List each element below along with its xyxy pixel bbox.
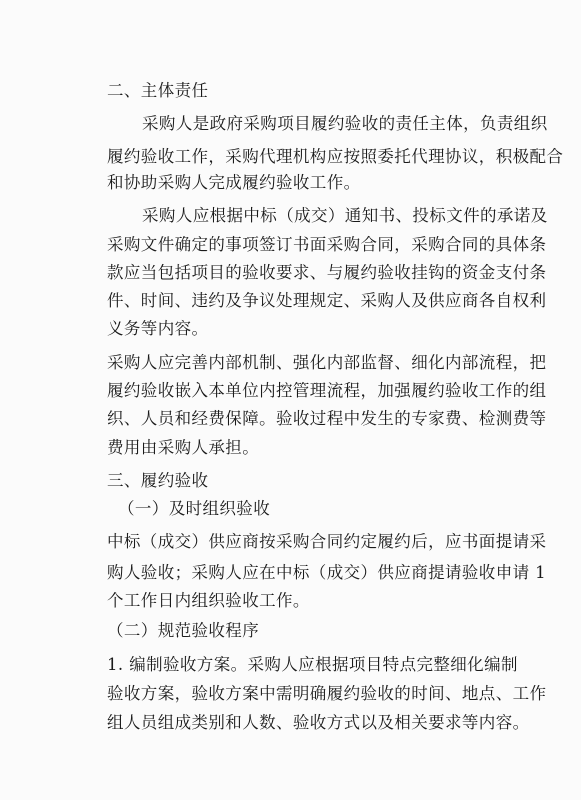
paragraph-line: 1. 编制验收方案。采购人应根据项目特点完整细化编制: [107, 655, 518, 674]
paragraph-line: 采购人应根据中标（成交）通知书、投标文件的承诺及: [142, 206, 548, 225]
paragraph-line: 和协助采购人完成履约验收工作。: [107, 173, 361, 192]
paragraph-line: 义务等内容。: [107, 319, 209, 338]
subsection-heading-timely: （一）及时组织验收: [118, 499, 271, 518]
paragraph-line: 验收方案，验收方案中需明确履约验收的时间、地点、工作: [107, 684, 547, 703]
section-heading-acceptance: 三、履约验收: [107, 471, 209, 490]
section-heading-responsibility: 二、主体责任: [107, 81, 209, 100]
paragraph-line: 织、人员和经费保障。验收过程中发生的专家费、检测费等: [107, 409, 547, 428]
paragraph-line: 款应当包括项目的验收要求、与履约验收挂钩的资金支付条: [107, 263, 547, 282]
paragraph-line: 采购人是政府采购项目履约验收的责任主体，负责组织: [142, 114, 548, 133]
paragraph-line: 费用由采购人承担。: [107, 438, 260, 457]
paragraph-line: 中标（成交）供应商按采购合同约定履约后，应书面提请采: [107, 532, 547, 551]
subsection-heading-procedure: （二）规范验收程序: [107, 621, 260, 640]
paragraph-line: 履约验收嵌入本单位内控管理流程，加强履约验收工作的组: [107, 381, 547, 400]
paragraph-line: 采购文件确定的事项签订书面采购合同，采购合同的具体条: [107, 235, 547, 254]
paragraph-line: 购人验收；采购人应在中标（成交）供应商提请验收申请 1: [107, 563, 547, 582]
paragraph-line: 件、时间、违约及争议处理规定、采购人及供应商各自权利: [107, 291, 547, 310]
paragraph-line: 组人员组成类别和人数、验收方式以及相关要求等内容。: [107, 713, 530, 732]
paragraph-line: 采购人应完善内部机制、强化内部监督、细化内部流程，把: [107, 353, 547, 372]
paragraph-line: 履约验收工作，采购代理机构应按照委托代理协议，积极配合: [107, 147, 564, 166]
paragraph-line: 个工作日内组织验收工作。: [107, 591, 310, 610]
